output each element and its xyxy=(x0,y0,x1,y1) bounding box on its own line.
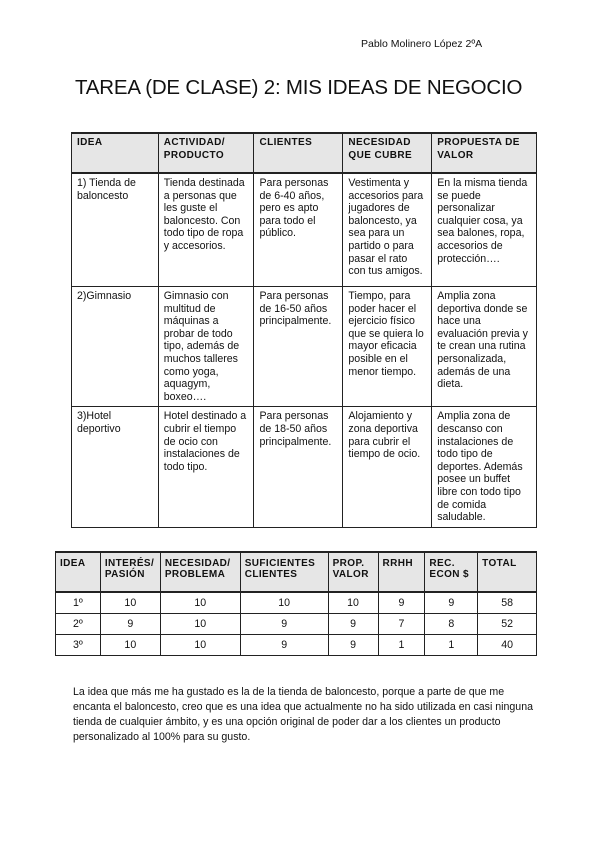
table-cell: 10 xyxy=(160,614,240,635)
column-header: REC. ECON $ xyxy=(425,552,478,592)
table-cell: 8 xyxy=(425,614,478,635)
column-header: PROPUESTA DE VALOR xyxy=(432,133,537,173)
column-header: RRHH xyxy=(378,552,425,592)
table-cell: 1) Tienda de baloncesto xyxy=(72,173,159,287)
table-cell: 1º xyxy=(56,592,101,614)
table-cell: Alojamiento y zona deportiva para cubrir el tiempo de ocio. xyxy=(343,407,432,527)
column-header: ACTIVIDAD/ PRODUCTO xyxy=(158,133,254,173)
table-cell: 9 xyxy=(378,592,425,614)
table-header-row xyxy=(56,552,537,592)
table-row xyxy=(72,287,537,407)
column-header: CLIENTES xyxy=(254,133,343,173)
table-cell: 3º xyxy=(56,635,101,656)
table-cell: Vestimenta y accesorios para jugadores de baloncesto, ya sea para un partido o para pasar el rato con tus amigos. xyxy=(343,173,432,287)
table-cell: 2)Gimnasio xyxy=(72,287,159,407)
table-row xyxy=(56,592,537,614)
table-cell: 40 xyxy=(478,635,537,656)
table-cell: Tiempo, para poder hacer el ejercicio físico que se quiera lo mayor eficacia posible en el menor tiempo. xyxy=(343,287,432,407)
table-cell: 1 xyxy=(378,635,425,656)
column-header: IDEA xyxy=(72,133,159,173)
table-cell: Para personas de 18-50 años principalmente. xyxy=(254,407,343,527)
column-header: SUFICIENTES CLIENTES xyxy=(240,552,328,592)
table-cell: 9 xyxy=(328,635,378,656)
table-cell: 7 xyxy=(378,614,425,635)
table-cell: 10 xyxy=(160,592,240,614)
table-cell: 2º xyxy=(56,614,101,635)
column-header: INTERÉS/ PASIÓN xyxy=(100,552,160,592)
column-header: NECESIDAD QUE CUBRE xyxy=(343,133,432,173)
table-cell: 3)Hotel deportivo xyxy=(72,407,159,527)
idea-scores-table xyxy=(55,551,537,656)
table-cell: Para personas de 16-50 años principalmente. xyxy=(254,287,343,407)
table-cell: Amplia zona de descanso con instalaciones de todo tipo de deportes. Además posee un buffet libre con todo tipo de comida saludable. xyxy=(432,407,537,527)
table-cell: 58 xyxy=(478,592,537,614)
business-ideas-table xyxy=(71,132,537,528)
table-cell: 10 xyxy=(100,635,160,656)
table-header-row xyxy=(72,133,537,173)
author-name: Pablo Molinero López 2ºA xyxy=(361,38,483,50)
conclusion-paragraph: La idea que más me ha gustado es la de la tienda de baloncesto, porque a parte de que me encanta el baloncesto, creo que es una idea que actualmente no ha sido utilizada en casi ninguna tienda de cualquier ámbito, y es una opción original de poder dar a los clientes un producto personalizado al 100% para su gusto. xyxy=(73,686,533,743)
column-header: PROP. VALOR xyxy=(328,552,378,592)
table-cell: Tienda destinada a personas que les guste el baloncesto. Con todo tipo de ropa y accesorios. xyxy=(158,173,254,287)
table-row xyxy=(72,173,537,287)
table-row xyxy=(72,407,537,527)
table-cell: 9 xyxy=(240,635,328,656)
table-cell: 10 xyxy=(100,592,160,614)
table-cell: 1 xyxy=(425,635,478,656)
table-cell: Para personas de 6-40 años, pero es apto para todo el público. xyxy=(254,173,343,287)
column-header: NECESIDAD/ PROBLEMA xyxy=(160,552,240,592)
table-cell: Gimnasio con multitud de máquinas a probar de todo tipo, además de muchos talleres como yoga, aquagym, boxeo…. xyxy=(158,287,254,407)
table-cell: 52 xyxy=(478,614,537,635)
table-cell: 9 xyxy=(328,614,378,635)
table-cell: Amplia zona deportiva donde se hace una evaluación previa y te crean una rutina personalizada, además de una dieta. xyxy=(432,287,537,407)
table-row xyxy=(56,635,537,656)
table-cell: 9 xyxy=(425,592,478,614)
table-cell: 10 xyxy=(240,592,328,614)
table-cell: En la misma tienda se puede personalizar cualquier cosa, ya sea balones, ropa, accesorios de protección…. xyxy=(432,173,537,287)
table-cell: 10 xyxy=(160,635,240,656)
table-cell: Hotel destinado a cubrir el tiempo de ocio con instalaciones de todo tipo. xyxy=(158,407,254,527)
page-title: TAREA (DE CLASE) 2: MIS IDEAS DE NEGOCIO xyxy=(75,76,523,99)
table-cell: 9 xyxy=(240,614,328,635)
table-cell: 10 xyxy=(328,592,378,614)
column-header: IDEA xyxy=(56,552,101,592)
table-row xyxy=(56,614,537,635)
table-cell: 9 xyxy=(100,614,160,635)
column-header: TOTAL xyxy=(478,552,537,592)
